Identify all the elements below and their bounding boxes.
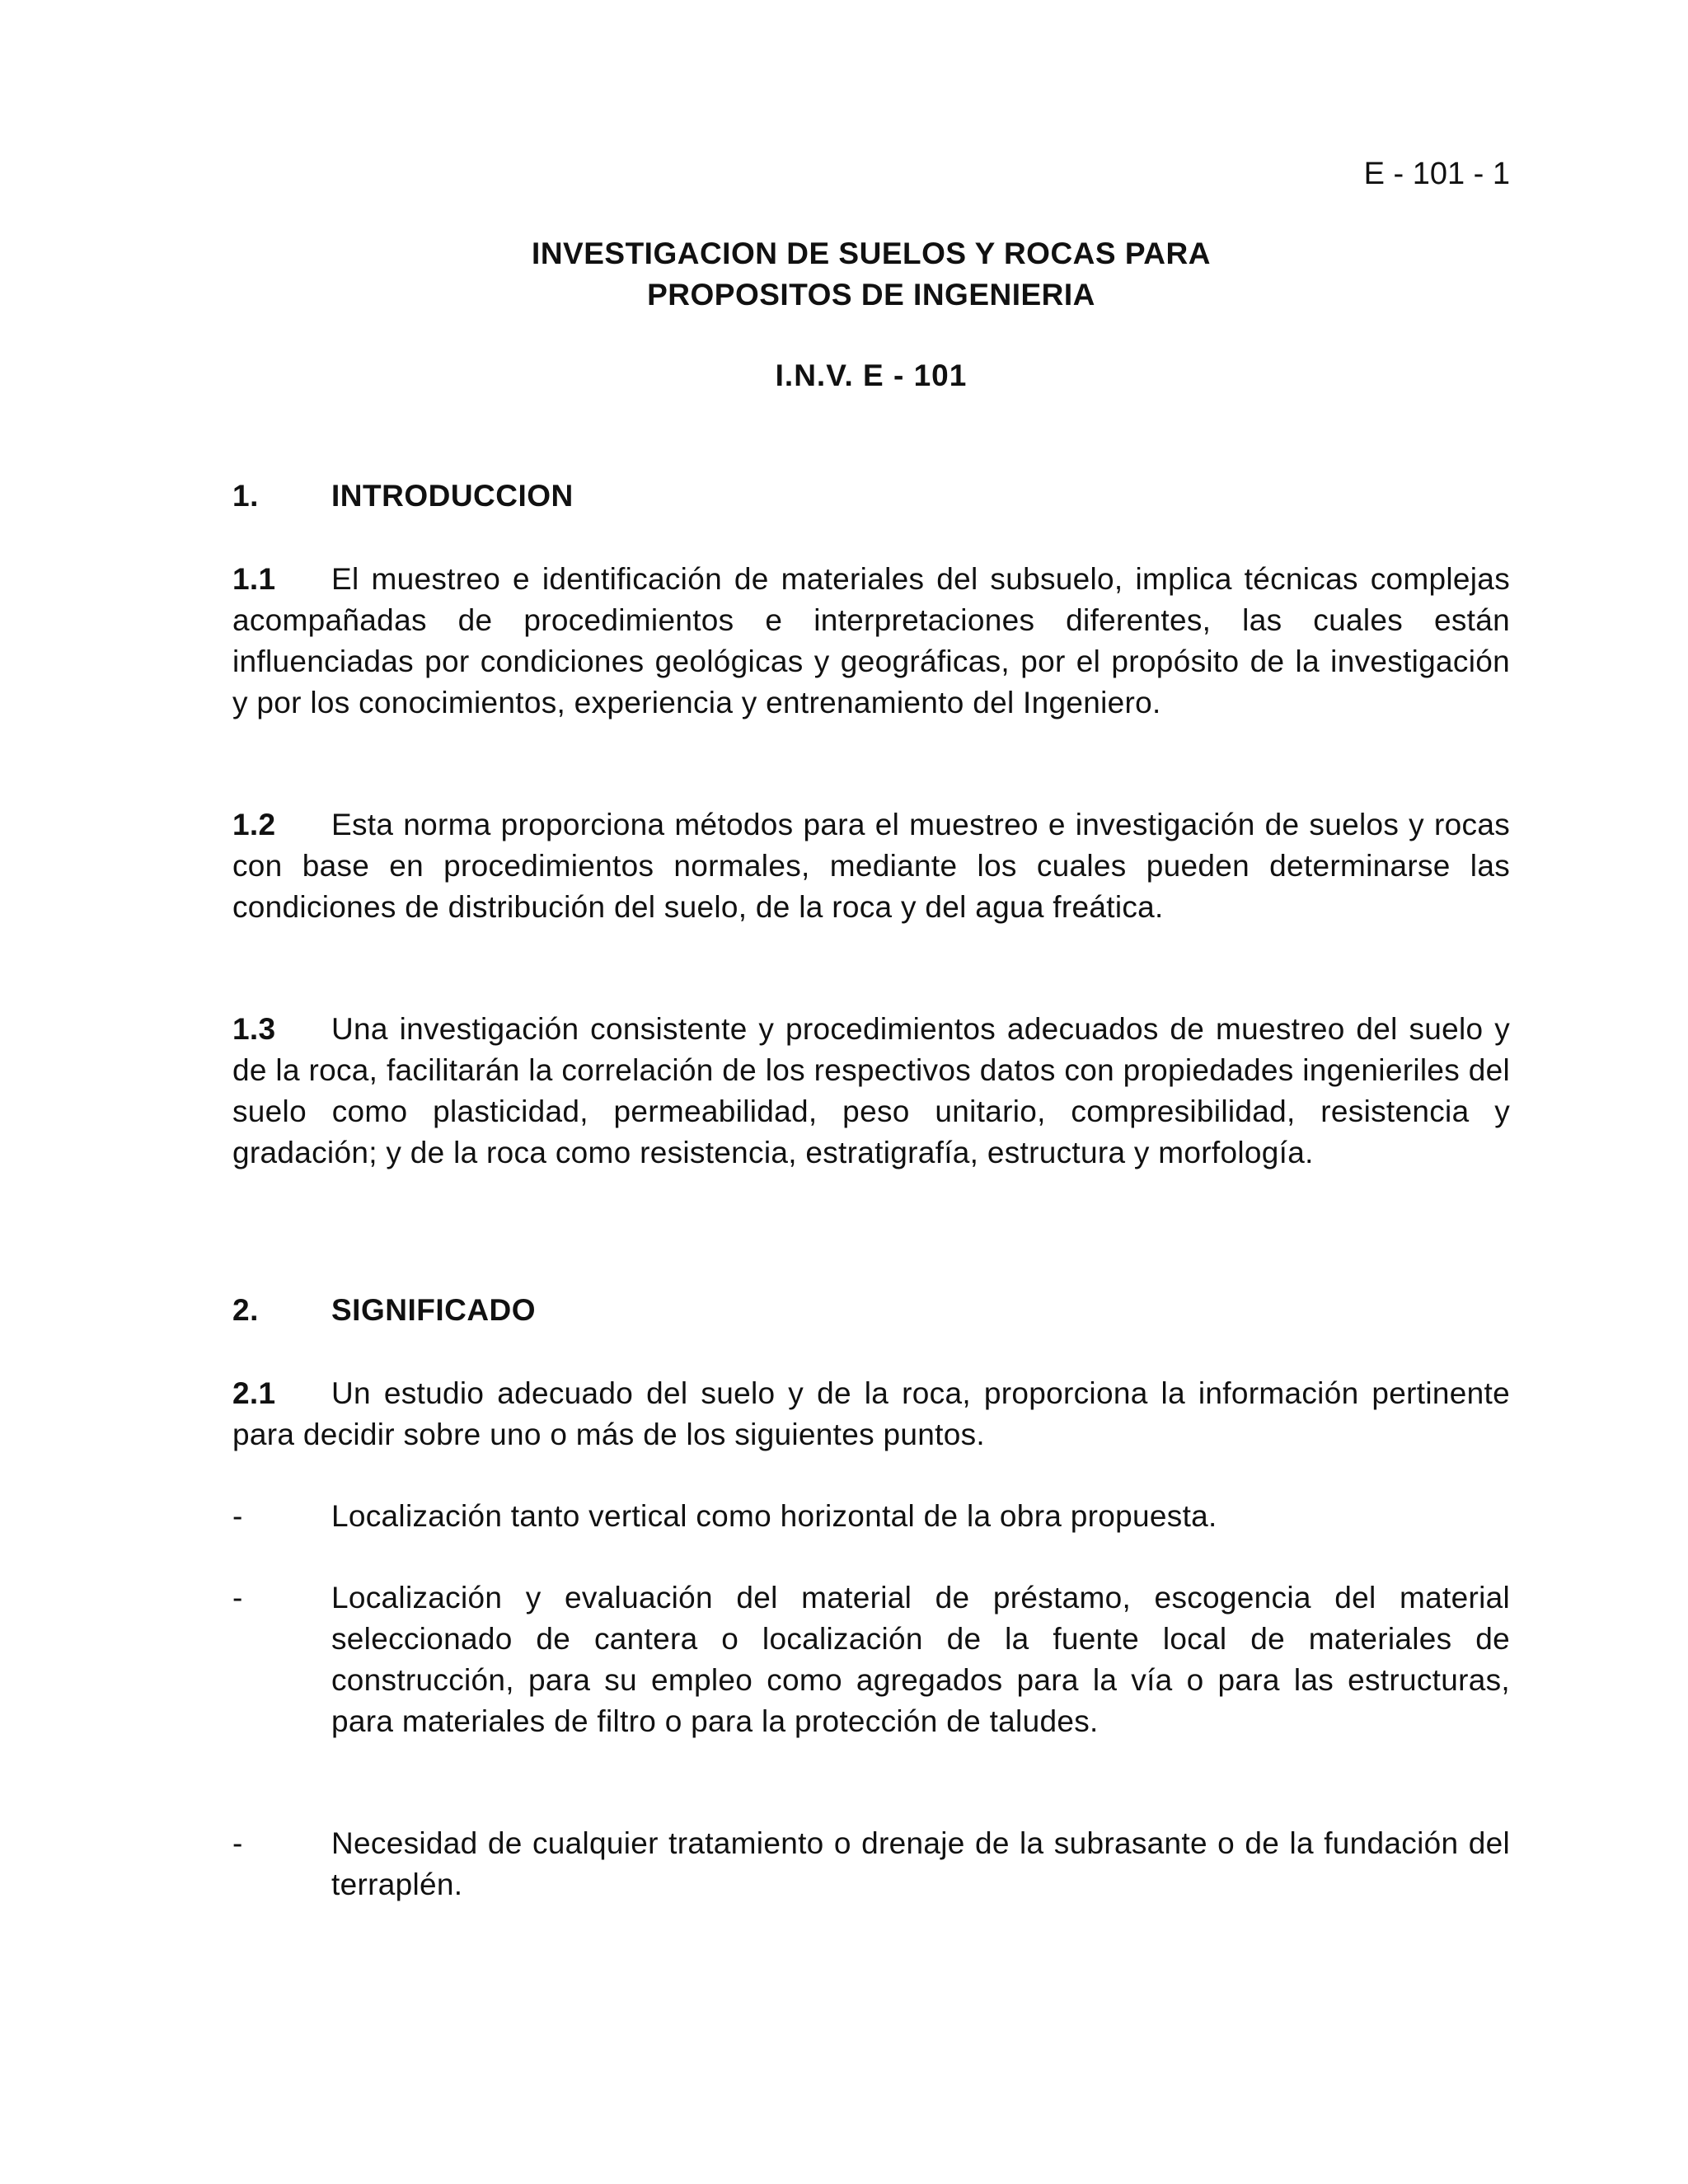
paragraph-number: 1.3 xyxy=(232,1012,276,1046)
title-line-2: PROPOSITOS DE INGENIERIA xyxy=(647,278,1095,312)
paragraph-1-2 xyxy=(232,804,1510,928)
section-title: INTRODUCCION xyxy=(331,479,574,513)
document-title xyxy=(232,233,1510,316)
bullet-item xyxy=(232,1496,1510,1537)
paragraph-1-3 xyxy=(232,1009,1510,1174)
bullet-item xyxy=(232,1577,1510,1742)
section-number: 2. xyxy=(232,1293,259,1327)
paragraph-2-1 xyxy=(232,1373,1510,1455)
paragraph-text: El muestreo e identificación de materiales del subsuelo, implica técnicas complejas acompañadas de procedimientos e interpretaciones diferentes, las cuales están influenciadas por condiciones geológicas y geográficas, por el propósito de la investigación y por los conocimientos, experiencia y entrenamiento del Ingeniero. xyxy=(232,562,1510,719)
bullet-dash: - xyxy=(232,1826,243,1860)
section-heading-introduccion xyxy=(232,476,574,516)
bullet-text: Localización y evaluación del material de préstamo, escogencia del material seleccionado de cantera o localización de la fuente local de materiales de construcción, para su empleo como agregados para la vía o para las estructuras, para materiales de filtro o para la protección de taludes. xyxy=(331,1581,1510,1738)
title-line-1: INVESTIGACION DE SUELOS Y ROCAS PARA xyxy=(532,237,1211,270)
section-number: 1. xyxy=(232,479,259,513)
paragraph-text: Una investigación consistente y procedimientos adecuados de muestreo del suelo y de la roca, facilitarán la correlación de los respectivos datos con propiedades ingenieriles del suelo como plasticidad, permeabilidad, peso unitario, compresibilidad, resistencia y gradación; y de la roca como resistencia, estratigrafía, estructura y morfología. xyxy=(232,1012,1510,1169)
paragraph-number: 1.2 xyxy=(232,808,276,841)
section-heading-significado xyxy=(232,1291,536,1330)
bullet-text: Localización tanto vertical como horizontal de la obra propuesta. xyxy=(331,1499,1217,1533)
paragraph-number: 2.1 xyxy=(232,1376,276,1410)
section-title: SIGNIFICADO xyxy=(331,1293,537,1327)
bullet-text: Necesidad de cualquier tratamiento o drenaje de la subrasante o de la fundación del terraplén. xyxy=(331,1826,1510,1901)
paragraph-1-1 xyxy=(232,559,1510,724)
bullet-item xyxy=(232,1823,1510,1905)
page-number: E - 101 - 1 xyxy=(1363,157,1510,191)
bullet-dash: - xyxy=(232,1581,243,1615)
standard-code: I.N.V. E - 101 xyxy=(775,359,968,392)
paragraph-text: Esta norma proporciona métodos para el muestreo e investigación de suelos y rocas con base en procedimientos normales, mediante los cuales pueden determinarse las condiciones de distribución del suelo, de la roca y del agua freática. xyxy=(232,808,1510,924)
paragraph-number: 1.1 xyxy=(232,562,276,596)
paragraph-text: Un estudio adecuado del suelo y de la roca, proporciona la información pertinente para decidir sobre uno o más de los siguientes puntos. xyxy=(232,1376,1510,1451)
bullet-dash: - xyxy=(232,1499,243,1533)
